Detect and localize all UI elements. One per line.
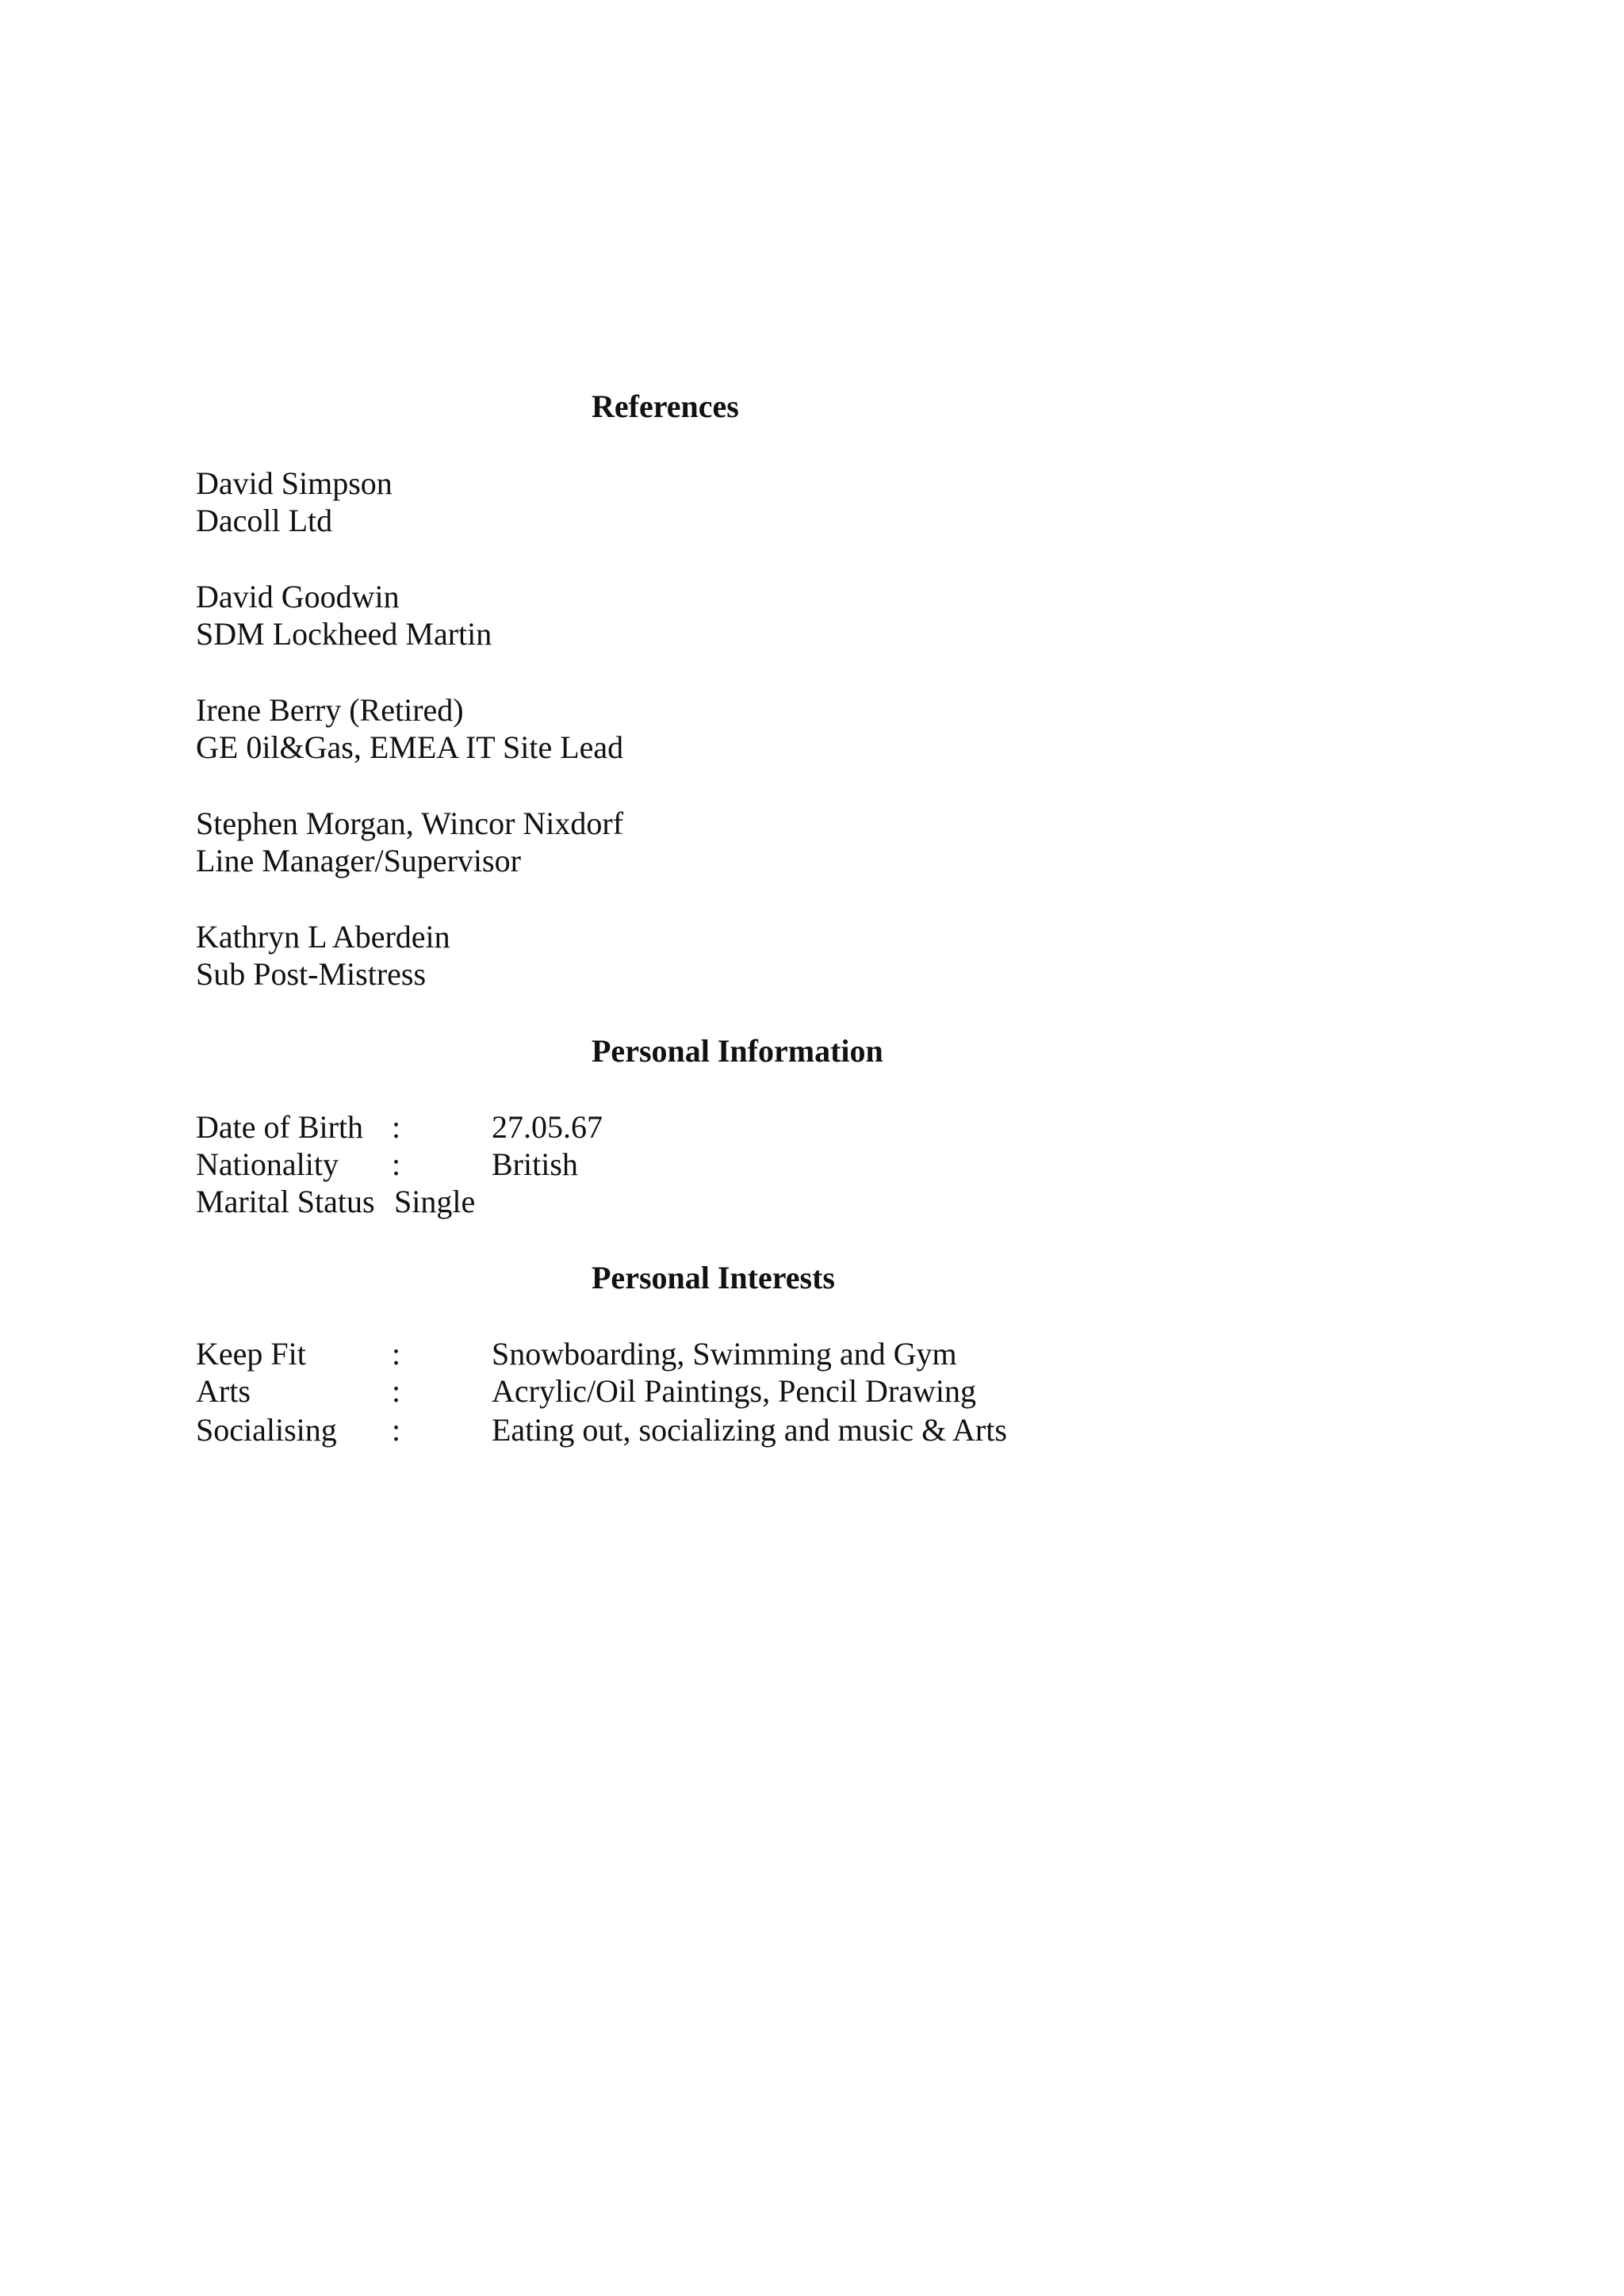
interest-label: Arts (196, 1373, 251, 1409)
reference-2-name: David Goodwin (196, 579, 400, 614)
interest-separator: : (392, 1336, 401, 1372)
info-value: 27.05.67 (492, 1109, 603, 1145)
info-separator: : (392, 1109, 401, 1145)
reference-3-name: Irene Berry (Retired) (196, 692, 464, 728)
interest-value: Eating out, socializing and music & Arts (492, 1412, 1007, 1448)
interest-label: Keep Fit (196, 1336, 306, 1372)
interest-value: Acrylic/Oil Paintings, Pencil Drawing (492, 1373, 977, 1409)
interest-value: Snowboarding, Swimming and Gym (492, 1336, 957, 1372)
info-label: Date of Birth (196, 1109, 364, 1145)
info-label: Nationality (196, 1146, 339, 1182)
interest-label: Socialising (196, 1412, 337, 1448)
interest-separator: : (392, 1412, 401, 1448)
info-separator: : (392, 1146, 401, 1182)
reference-1-detail: Dacoll Ltd (196, 503, 333, 538)
reference-1-name: David Simpson (196, 465, 393, 501)
references-heading: References (592, 388, 739, 424)
interest-separator: : (392, 1373, 401, 1409)
reference-4-name: Stephen Morgan, Wincor Nixdorf (196, 806, 624, 841)
reference-5-name: Kathryn L Aberdein (196, 919, 450, 955)
reference-5-detail: Sub Post-Mistress (196, 956, 427, 992)
reference-3-detail: GE 0il&Gas, EMEA IT Site Lead (196, 729, 624, 765)
reference-2-detail: SDM Lockheed Martin (196, 616, 492, 652)
personal-interests-heading: Personal Interests (592, 1260, 835, 1295)
personal-information-heading: Personal Information (592, 1033, 883, 1069)
info-value: British (492, 1146, 578, 1182)
info-label: Marital Status (196, 1184, 375, 1219)
info-value: Single (394, 1184, 476, 1219)
reference-4-detail: Line Manager/Supervisor (196, 843, 521, 878)
